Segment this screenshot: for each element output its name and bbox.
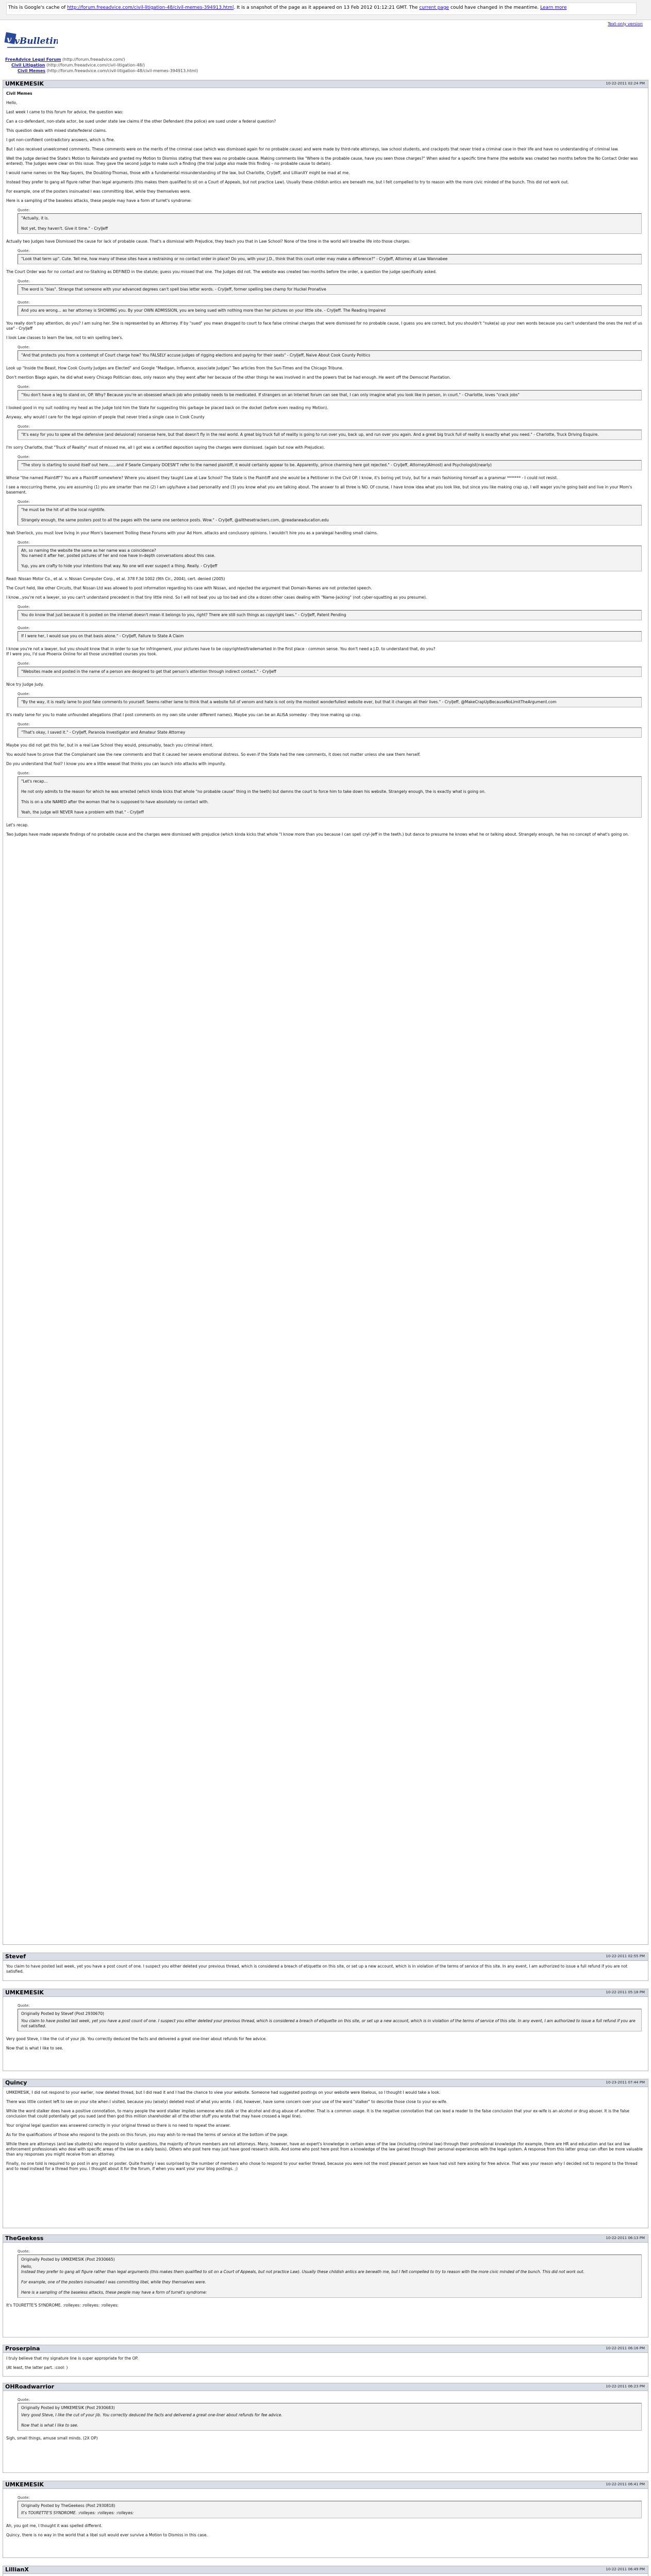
quote-box — [18, 631, 642, 641]
post-username[interactable]: Stevef — [5, 1953, 26, 1960]
post-paragraph: Whose "the named Plaintiff"? You are a Plaintiff somewhere? Where you absent they taught Law at Law School? The State is the Plaintiff and she would be a Petitioner in the Civil OP. I know, it's boring yet truly, but for a main fashioning himself as a grammar ******* - I could not resist. — [6, 476, 558, 480]
post-date: 10-22-2011 06:41 PM — [606, 2482, 645, 2486]
post-username[interactable]: TheGeekess — [5, 2235, 44, 2242]
post-header — [3, 2383, 648, 2391]
quote-box — [18, 2255, 642, 2298]
quote-box — [18, 213, 642, 234]
post-username[interactable]: UMKEMESIK — [5, 2481, 44, 2488]
post-date: 10-23-2011 07:44 PM — [606, 2080, 645, 2084]
post-paragraph: Let's recap. — [6, 823, 29, 827]
post — [3, 2383, 648, 2473]
post-paragraph: I looked good in my suit nodding my head as the Judge told him the State for suggesting this garbage be placed back on the docket (before even reading my Motion). — [6, 405, 328, 410]
quote-box — [18, 2009, 642, 2031]
quote-text: "It's easy for you to spew all the defensive (and delusional) nonsense here, but that doesn't fly in the real world. A great big truck full of reality is going to run over you, back up, and run over you again. And a great big truck full of reality is exactly what you need." - Charlotte, Truck Driving Esquire. — [21, 432, 599, 437]
post-header — [3, 1953, 648, 1961]
quote-text: "Websites made and posted in the name of a person are designed to get that person's attention through indirect contact." - CrylJeff — [21, 669, 276, 674]
post-paragraph: You would have to prove that the Complainant saw the new comments and that it caused her severe emotional distress. So even if the State had the new comments, it does not matter unless she saw them herself. — [6, 752, 421, 757]
post-subject: Civil Memes — [6, 91, 32, 96]
quote-label: Quote: — [18, 455, 30, 459]
post-paragraph: It's TOURETTE'S SYNDROME. :rolleyes: :rolleyes: :rolleyes: — [6, 2303, 119, 2308]
cache-text-b: . It is a snapshot of the page as it appeared on 13 Feb 2012 01:12:21 GMT. The — [233, 5, 418, 10]
quote-label: Quote: — [18, 385, 30, 389]
quote-text: "By the way, it is really lame to post fake comments to yourself. Seems rather lame to think that a website full of venom and hate is not only the mostest wonderfullest website ever, but that it changes all their lives." - CrylJeff, @MakeCrapUpBecauseNoLimitTheArgument.com — [21, 700, 557, 704]
quote-text: "Let's recap... He not only admits to the reason for which he was arrested (which kinda kicks that whole "no probable cause" thing in the teeth) but damns the court to force him to take down his website. Strangely enough, the is exactly what is going on. This is on a site NAMED after the woman that he is supposed to have absolutely no contact with. Yeah, the judge will NEVER have a problem with that." - CrylJeff — [21, 779, 486, 815]
post-paragraph: Read: Nissan Motor Co., et al. v. Nissan Computer Corp., et al. 378 F.3d 1002 (9th Cir., 2004), cert. denied (2005) — [6, 577, 225, 581]
quote-box — [18, 350, 642, 361]
breadcrumb-site-link[interactable]: FreeAdvice Legal Forum — [5, 57, 61, 62]
quote-label: Quote: — [18, 662, 30, 666]
breadcrumb-site-url: (http://forum.freeadvice.com/) — [62, 57, 125, 62]
quote-text: "he must be the hit of all the local nightlife. Strangely enough, the same posters post to all the pages with the same one sentence posts. Wow." - CrylJeff, @allthesetrackers.com, @readaneaducation.edu — [21, 507, 329, 522]
post-username[interactable]: UMKEMESIK — [5, 80, 44, 87]
post-paragraph: For example, one of the posters insinuated I was committing libel, while they themselves were. — [6, 189, 191, 194]
quote-text: "That's okay, I saved it." - CrylJeff, Paranoia Investigator and Amateur State Attorney — [21, 730, 186, 735]
quote-label: Quote: — [18, 300, 30, 304]
quote-attribution: Originally Posted by UMKEMESIK (Post 2930665) — [21, 2257, 115, 2262]
quote-label: Quote: — [18, 771, 30, 775]
post-body — [3, 2391, 648, 2448]
post-paragraph: Actually two Judges have Dismissed the cause for lack of probable cause. That's a dismissal with Prejudice, they teach you that in Law School? None of the time in the world will breathe life into those charges. — [6, 239, 410, 244]
post-paragraph: This question deals with mixed state/federal claims. — [6, 128, 107, 133]
post-paragraph: I'm sorry Charlotte, that "Truck of Reality" must of missed me, all I got was a certified deposition saying the charges were dismissed. (again but now with Prejudice). — [6, 445, 325, 450]
post-paragraph: The Court Order was for no contact and no-Stalking as DEFINED in the statute; guess you missed that one. The Judges did not. The website was created two months before the order, a question the judge specifically asked. — [6, 269, 437, 274]
quote-label: Quote: — [18, 2004, 30, 2008]
post-paragraph: Well the Judge denied the State's Motion to Reinstate and granted my Motion to Dismiss stating that there was no probable cause. Making comments like "Where is the probable cause, have you seen those charges?" When asked for a specific time frame (the website was created two months before the No Contact Order was entered). The Judges were clear on this issue. They gave the second judge to make such a finding (the trial judge also made this finding – no probable cause to detain). — [6, 156, 638, 166]
post-body — [3, 2489, 648, 2545]
quote-label: Quote: — [18, 2496, 30, 2500]
post-header — [3, 2235, 648, 2243]
quote-label: Quote: — [18, 626, 30, 630]
post-body — [3, 2243, 648, 2315]
post-header — [3, 2345, 648, 2353]
post-paragraph: I would name names on the Nay-Sayers, the Doubting-Thomas, those with a fundamental misunderstanding of the law, but Charlotte, CrylJeff, and LillianXY might be mad at me. — [6, 171, 350, 175]
post-header — [3, 2079, 648, 2087]
post-paragraph: Here is a sampling of the baseless attacks, these people may have a form of turret's syndrome: — [6, 198, 192, 203]
post-paragraph: Hello, — [6, 100, 18, 105]
post-paragraph: Nice try Judge Judy. — [6, 682, 44, 687]
post-username[interactable]: LillianX — [5, 2566, 29, 2573]
post-date: 10-22-2011 02:55 PM — [606, 1954, 645, 1958]
quote-text: Hello, Instead they prefer to gang all figure rather than legal arguments (this makes them qualified to sit on a Court of Appeals, but not practice Law). Usually these childish antics are beneath me, but I felt compelled to try to reason with the more civic minded of the bunch. This did not work out. For example, one of the posters insinuated I was committing libel, while they themselves were. Here is a sampling of the baseless attacks, these people may have a form of turret's syndrome: — [21, 2264, 585, 2295]
post-paragraph: You claim to have posted last week, yet you have a post count of one. I suspect you either deleted your previous thread, which is considered a breach of etiquette on this site, or set up a new account, which is in violation of the terms of service of this site. In any event, I am authorized to issue a full refund if you are not satisfied. — [6, 1964, 628, 1974]
post-paragraph: Finally, no one told is required to go post in any post or poster. Quite frankly I was surprised by the number of members who chose to respond to your earlier thread, because you were not the most pleasant person we have had visit here asking for free advice. That was your reason why I decided not to respond to the thread and to read instead for a thread from you. I thought about it for the forum, if when you want your your blog postings. ;) — [6, 2161, 638, 2171]
quote-label: Quote: — [18, 2398, 30, 2402]
post-paragraph: Do you understand that fool? I know you are a little weasel that thinks you can launch into attacks with impunity. — [6, 761, 226, 766]
post-paragraph: Instead they prefer to gang all figure rather than legal arguments (this makes them qualified to sit on a Court of Appeals, but not practice Law). Usually these childish antics are beneath me, but I felt compelled to try to reason with the more civic minded of the bunch. This did not work out. — [6, 180, 569, 184]
post-body — [3, 2087, 648, 2179]
quote-box — [18, 2501, 642, 2518]
quote-text: "Actually, it is. Not yet, they haven't. Give it time." - CrylJeff — [21, 216, 108, 231]
post-username[interactable]: Quincy — [5, 2079, 27, 2086]
quote-box — [18, 610, 642, 620]
post-date: 10-22-2011 02:24 PM — [606, 81, 645, 86]
quote-text: Ah, so naming the website the same as her name was a coincidence? You named it after her, posted pictures of her and now have in-depth conversations about this case. Yup, you are crafty to hide your intentions that way. No one will ever suspect a thing. Really. - CrylJeff — [21, 548, 218, 568]
post-paragraph: (At least, the latter part. :cool: ) — [6, 2365, 68, 2370]
post-paragraph: I look Law classes to learn the law, not to win spelling bee's. — [6, 335, 123, 340]
quote-label: Quote: — [18, 208, 30, 212]
post-paragraph: Anyway, why would I care for the legal opinion of people that never tried a single case in Cook County — [6, 415, 205, 419]
post-paragraph: There was little content left to see on your site when I visited, because you (wisely) deleted most of what you wrote. I did, however, have some concern over your use of the word "stalker" to describe those close to your ex-wife. — [6, 2099, 448, 2104]
post-paragraph: Very good Steve, I like the cut of your jib. You correctly deduced the facts and delivered a great one-liner about refunds for fee advice. — [6, 2037, 267, 2041]
quote-label: Quote: — [18, 722, 30, 726]
post-paragraph: Quincy, there is no way in the world that a libel suit would ever survive a Motion to Dismiss in this case. — [6, 2533, 208, 2537]
breadcrumb-thread-link[interactable]: Civil Memes — [18, 69, 46, 73]
post-date: 10-22-2011 06:13 PM — [606, 2236, 645, 2240]
cache-url-link[interactable]: http://forum.freeadvice.com/civil-litigation-48/civil-memes-394913.html — [67, 5, 234, 10]
post-paragraph: Yeah Sherlock, you must love living in your Mom's basement Trolling these Forums with your Ad Hom. attacks and conclusory opinions. I wouldn't hire you as a paralegal handling small claims. — [6, 531, 378, 535]
quote-label: Quote: — [18, 345, 30, 349]
post — [3, 1953, 648, 1981]
vbulletin-logo[interactable] — [4, 30, 58, 54]
post-paragraph: Your original legal question was answered correctly in your original thread so there is no need to repeat the answer. — [6, 2123, 231, 2128]
current-page-link[interactable]: current page — [419, 5, 449, 10]
quote-label: Quote: — [18, 540, 30, 545]
quote-text: And you are wrong... as her attorney is SHOWING you. By your OWN ADMISSION, you are being sued with nothing more than her pictures on your little site. - CrylJeff. The Reading Impaired — [21, 308, 386, 313]
quote-box — [18, 390, 642, 400]
post-paragraph: But I also received unwelcomed comments. These comments were on the merits of the criminal case (which was dismissed again for no probable cause) and were made by third-rate attorneys, law school students, and crackpots that never tried a criminal case in their life and have no understanding of criminal law. — [6, 147, 619, 151]
quote-box — [18, 2403, 642, 2431]
post-paragraph: While there are attorneys (and law students) who respond to visitor questions, the majority of forum members are not attorneys. Many, however, have an expert's knowledge in certain areas of the law (including criminal law) through their professional knowledge (for example, there are HR and education and tax and law enforcement professionals who deal with specific areas of the law on a daily basis). Others who post here may just have good research skills. And some who post here post from a knowledge of the law gained through their personal experiences with the legal system. A response from this latter group can often be more valuable than any responses you might receive from an attorney. — [6, 2142, 643, 2157]
quote-text: Very good Steve, I like the cut of your jib. You correctly deduced the facts and delivered a great one-liner about refunds for fee advice. Now that is what I like to see. — [21, 2413, 282, 2428]
post-paragraph: Can a co-defendant, non-state actor, be sued under state law claims if the other Defendant (the police) are sued under a federal question? — [6, 119, 276, 124]
quote-text: The word is "bias". Strange that someone with your advanced degrees can't spell bias letter words. - CrylJeff, former spelling bee champ for Huckel Pronative — [21, 287, 326, 292]
post-body — [3, 2574, 648, 2576]
cache-notice — [6, 3, 637, 15]
post-paragraph: UMKEMESIK, I did not respond to your earlier, now deleted thread, but I did read it and I had the chance to view your website. Someone had suggested postings on your website were libelous, so I thought I would take a look. — [6, 2090, 441, 2095]
quote-text: "The story is starting to sound itself out here.......and if Searle Company DOESN'T refer to the named plaintiff, it would certainly appear to be. Apparently, prince charming here got rejected." - CrylJeff, Attorney(Almost) and Psychologist(nearly) — [21, 463, 492, 467]
quote-label: Quote: — [18, 500, 30, 504]
post-paragraph: Maybe you did not get this far, but in a real Law School they would, presumably, teach you criminal intent. — [6, 743, 213, 748]
post-paragraph: I truly believe that my signature line is super appropriate for the OP. — [6, 2356, 139, 2361]
quote-text: "You don't have a leg to stand on, OP. Why? Because you're an obsessed whack-job who probably needs to be medicated. If strangers on an Internet forum can see that, I can only imagine what you look like in person, in court." - Charlotte, loves "crack jobs" — [21, 393, 520, 397]
quote-text: "And that protects you from a contempt of Court charge how? You FALSELY accuse judges of rigging elections and paying for their seats" - CrylJeff, Naive About Cook County Politics — [21, 353, 371, 358]
quote-attribution: Originally Posted by Stevef (Post 2930670) — [21, 2011, 105, 2016]
quote-box — [18, 306, 642, 316]
post — [3, 2234, 648, 2337]
quote-label: Quote: — [18, 692, 30, 696]
post-username[interactable]: Proserpina — [5, 2345, 40, 2352]
post — [3, 80, 648, 1945]
quote-box — [18, 697, 642, 707]
svg-text:v: v — [7, 35, 12, 44]
post-paragraph: Last week I came to this forum for advice, the question was: — [6, 110, 124, 114]
text-only-version-link[interactable]: Text-only version — [608, 22, 643, 26]
post — [3, 2481, 648, 2558]
quote-text: It's TOURETTE'S SYNDROME. :rolleyes: :rolleyes: :rolleyes: — [21, 2511, 134, 2515]
post-date: 10-22-2011 06:23 PM — [606, 2384, 645, 2388]
quote-text: "Look that term up". Cute. Tell me, how many of these sites have a restraining or no contact order in place? Do you, with your J.D., think that this court order may make a difference?" - CrylJeff, Attorney at Law Wannabee — [21, 257, 448, 261]
quote-box — [18, 727, 642, 738]
quote-text: You claim to have posted last week, yet you have a post count of one. I suspect you either deleted your previous thread, which is considered a breach of etiquette on this site, or set up a new account, which is in violation of the terms of service of this site. In any event, I am authorized to issue a full refund if you are not satisfied. — [21, 2019, 636, 2028]
post-body — [3, 2353, 648, 2377]
post-header — [3, 2481, 648, 2489]
post-paragraph: While the word stalker does have a positive connotation, to many people the word stalker implies someone who stalk or the alcohol and drug abuse of another. That is a common usage. It is the negative connotation that can lead a reader to the false conclusion that your ex-wife is an alcohol or drug abuser. It is the false conclusion that could potentially get you sued (and then god this million shareholder all of the other stuff you wrote that may have crossed a legal line). — [6, 2109, 630, 2119]
post-username[interactable]: UMKEMESIK — [5, 1989, 44, 1996]
post-header — [3, 1989, 648, 1997]
quote-box — [18, 776, 642, 818]
cache-text-a: This is Google's cache of — [8, 5, 66, 10]
post-body — [3, 1961, 648, 1981]
post-header — [3, 2566, 648, 2574]
post-username[interactable]: OHRoadwarrior — [5, 2383, 55, 2390]
post-paragraph: You really don't pay attention, do you? I am suing her. She is represented by an Attorney. If by "sued" you mean dragged to court to face false criminal charges that were dismissed for no probable cause, I guess you are correct, but you shouldn't "nuke(a) up your own words because you can't understand the ones the rest of us use" - CrylJeff — [6, 321, 642, 331]
post — [3, 2079, 648, 2228]
post-paragraph: Two Judges have made separate findings of no probable cause and the charges were dismissed with prejudice (which kinda kicks that whole "I know more than you because I can spell cryl-Jeff in the teeth.) but dance to presume he knows what he or talking about. Strangely enough, he has no concept of what's going on. — [6, 832, 629, 837]
quote-attribution: Originally Posted by UMKEMESIK (Post 2930683) — [21, 2405, 115, 2410]
quote-label: Quote: — [18, 425, 30, 429]
post — [3, 2566, 648, 2576]
post — [3, 2345, 648, 2377]
quote-box — [18, 254, 642, 264]
quote-box — [18, 284, 642, 295]
post-paragraph: Don't mention Blago again, he did what every Chicago Politician does, only reason why they went after her because of the other things he was involved in and the powers that be had enough. He went off the Democrat Plantation. — [6, 375, 451, 380]
breadcrumb-forum-url: (http://forum.freeadvice.com/civil-litigation-48/) — [46, 63, 145, 67]
post-paragraph: Ah, you got me, I thought it was spelled different. — [6, 2523, 103, 2528]
quote-attribution: Originally Posted by TheGeekess (Post 2930818) — [21, 2503, 115, 2508]
quote-text: You do know that just because it is posted on the internet doesn't mean it belongs to you, right? There are still such things as copyright laws." - CrylJeff, Patent Pending — [21, 613, 346, 617]
post-date: 10-22-2011 05:18 PM — [606, 1990, 645, 1994]
post-paragraph: I know you're not a lawyer, but you should know that in order to sue for infringement, your pictures have to be copyrighted/trademarked in the first place - common sense. You don't need a J.D. to understand that, do you? If I were you, I'd sue Phoenix Online for all those uncredited courses you took. — [6, 647, 436, 656]
post-header — [3, 80, 648, 88]
post-paragraph: I see a reoccurring theme, you are assuming (1) you are smarter than me (2) I am ugly/have a bad personality and (3) you know what you are talking about. The answer to all three is NO. Of course, I have know idea what you look like, but since you like making crap up, I will wager you're going bald and live in your Mom's basement. — [6, 485, 632, 495]
quote-label: Quote: — [18, 605, 30, 609]
breadcrumb-thread-url: (http://forum.freeadvice.com/civil-litigation-48/civil-memes-394913.html) — [46, 69, 198, 73]
post-paragraph: I know...you're not a lawyer, so you can't understand precedent in that tiny little mind. So I will not beat you up too bad and cite a dozen other cases dealing with "Name-Jacking" (not cyber-squatting as you presume). — [6, 595, 427, 600]
post-date: 10-22-2011 06:49 PM — [606, 2567, 645, 2571]
breadcrumb — [5, 57, 198, 74]
post-body — [3, 1997, 648, 2058]
post-paragraph: It's really lame for you to make unfounded allegations (that I post comments on my own site under different names). Maybe you can be an ALISA someday - they love making up crap. — [6, 713, 361, 717]
quote-label: Quote: — [18, 249, 30, 253]
post-paragraph: Sigh, small things, amuse small minds. (2X OP) — [6, 2436, 98, 2441]
post-paragraph: As for the qualifications of those who respond to the posts on this forum, you may wish to re-read the terms of service at the bottom of the page. — [6, 2132, 289, 2137]
post-paragraph: Now that is what I like to see. — [6, 2046, 63, 2050]
post-paragraph: Look up "Inside the Beast, How Cook County Judges are Elected" and Google "Madigan, Influence, associate Judges" Two articles from the Sun-Times and the Chicago Tribune. — [6, 366, 344, 370]
post-paragraph: I got non-confident contradictory answers, which is fine. — [6, 138, 115, 142]
post-date: 10-22-2011 06:16 PM — [606, 2346, 645, 2350]
post-paragraph: The Court held, like other Circuits, that Nissan Ltd was allowed to post information regarding his case with Nissan, and rejected the argument that Domain-Names are not protected speech. — [6, 586, 372, 590]
logo-text: vBulletin — [14, 36, 58, 46]
quote-text: If I were her, I would sue you on that basis alone." - CrylJeff, Failure to State A Claim — [21, 634, 184, 638]
google-cache-banner — [0, 0, 651, 20]
quote-label: Quote: — [18, 2249, 30, 2253]
quote-label: Quote: — [18, 279, 30, 283]
breadcrumb-forum-link[interactable]: Civil Litigation — [11, 63, 45, 67]
quote-box — [18, 667, 642, 677]
quote-box — [18, 546, 642, 571]
cache-text-c: could have changed in the meantime. — [450, 5, 539, 10]
post — [3, 1989, 648, 2071]
quote-box — [18, 460, 642, 470]
quote-box — [18, 430, 642, 440]
learn-more-link[interactable]: Learn more — [540, 5, 567, 10]
quote-box — [18, 505, 642, 526]
post-body — [3, 88, 648, 844]
